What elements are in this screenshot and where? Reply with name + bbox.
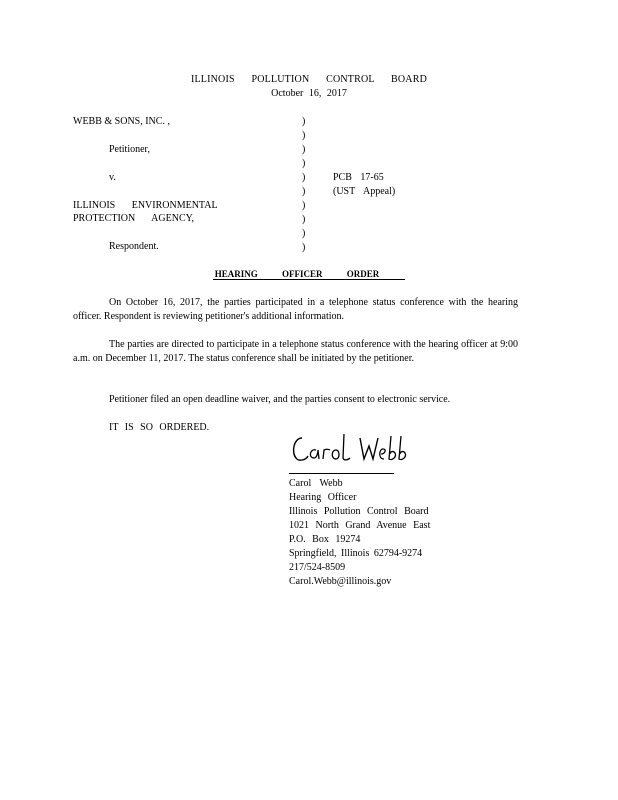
respondent-line-2: PROTECTION AGENCY, — [73, 213, 195, 224]
board-title: ILLINOIS POLLUTION CONTROL BOARD — [190, 74, 428, 85]
respondent-line-1: ILLINOIS ENVIRONMENTAL — [73, 200, 218, 211]
case-number: PCB 17-65 — [333, 172, 384, 183]
order-heading-text: HEARING OFFICER ORDER — [213, 269, 406, 280]
signer-po-box: P.O. Box 19274 — [289, 534, 361, 545]
caption-paren: ) — [302, 228, 306, 239]
order-paragraph-1: On October 16, 2017, the parties participated in a telephone status conference with the hearing officer. Respondent is reviewing petitioner's additional information. — [73, 297, 518, 322]
caption-paren: ) — [302, 144, 306, 155]
case-type: (UST Appeal) — [333, 186, 396, 197]
order-heading — [0, 268, 618, 281]
order-paragraph-2: The parties are directed to participate in a telephone status conference with the hearing officer at 9:00 a.m. on December 11, 2017. The status conference shall be initiated by the petitioner. — [73, 339, 518, 364]
order-paragraph-3: Petitioner filed an open deadline waiver, and the parties consent to electronic service. — [109, 394, 451, 405]
caption-paren: ) — [302, 214, 306, 225]
signer-name: Carol Webb — [289, 478, 343, 489]
signer-email-link[interactable]: Carol.Webb@illinois.gov — [289, 576, 392, 587]
order-date: October 16, 2017 — [271, 88, 347, 99]
caption-paren: ) — [302, 116, 306, 127]
caption-parentheses — [302, 115, 312, 255]
caption-paren: ) — [302, 242, 306, 253]
petitioner-role: Petitioner, — [109, 144, 150, 155]
signature-block — [289, 477, 430, 589]
signer-organization: Illinois Pollution Control Board — [289, 506, 429, 517]
petitioner-name: WEBB & SONS, INC. , — [73, 116, 170, 127]
caption-paren: ) — [302, 130, 306, 141]
caption-paren: ) — [302, 172, 306, 183]
signer-title: Hearing Officer — [289, 492, 357, 503]
signature-line — [289, 473, 394, 474]
signer-phone: 217/524-8509 — [289, 562, 346, 573]
caption-paren: ) — [302, 158, 306, 169]
signer-street: 1021 North Grand Avenue East — [289, 520, 431, 531]
caption-paren: ) — [302, 200, 306, 211]
signer-city: Springfield, Illinois 62794-9274 — [289, 548, 423, 559]
caption-paren: ) — [302, 186, 306, 197]
handwritten-signature — [288, 430, 418, 468]
respondent-role: Respondent. — [109, 241, 159, 252]
versus-label: v. — [109, 172, 116, 183]
closing-statement: IT IS SO ORDERED. — [109, 422, 210, 433]
